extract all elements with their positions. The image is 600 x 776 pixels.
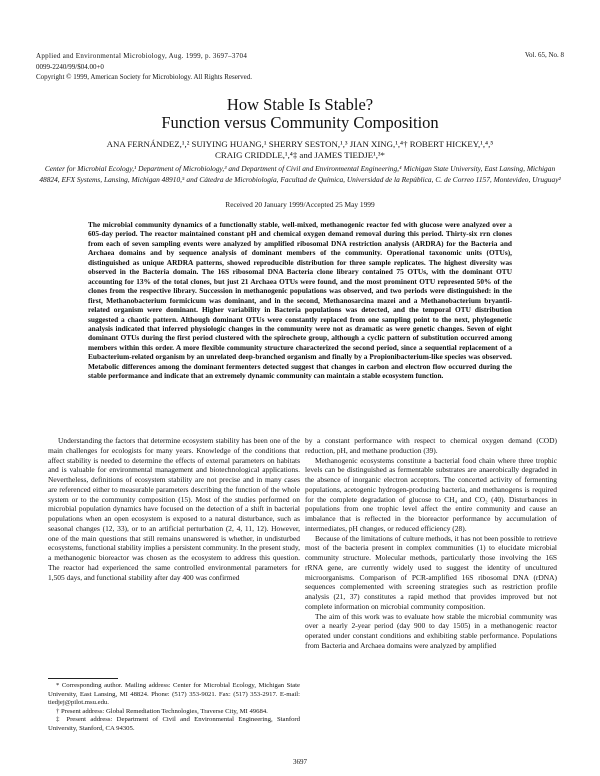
intro-paragraph-3: Because of the limitations of culture methods, it has not been possible to retrieve most of the bacteria present in complex communities (1) to elucidate microbial community structure. Molecular methods, particularly those involving the 16S rRNA gene, are currently widely used to suggest the identity of uncultured microorganisms. Comparison of PCR-amplified 16S ribosomal DNA (rDNA) sequences complemented with screening strategies such as restriction profile analysis (21, 37) constitutes a rapid method that provides improved but not complete information on microbial community composition. — [305, 533, 557, 611]
title-line-1: How Stable Is Stable? — [226, 95, 374, 114]
footnote-present-address-2: ‡ Present address: Department of Civil and Environmental Engineering, Stanford University, Stanford, CA 94305. — [48, 716, 300, 732]
intro-paragraph-continued: by a constant performance with respect to chemical oxygen demand (COD) reduction, pH, and methane production (39). — [305, 436, 557, 455]
article-title — [0, 96, 600, 132]
body-column-right — [305, 436, 557, 651]
intro-paragraph-2: Methanogenic ecosystems constitute a bacterial food chain where three trophic levels can be distinguished as fermentable substrates are anaerobically degraded in the absence of inorganic electron acceptors. The concerted activity of fermenting populations, acetogenic hydrogen-producing bacteria, and methanogens is required for the complete degradation of glucose to CH₄ and CO₂ (40). Disturbances in populations from one trophic level affect the entire community and cause an imbalance that is reflected in the bioreactor performance by accumulation of intermediates, pH changes, or reduced efficiency (28). — [305, 455, 557, 533]
copyright-line: Copyright © 1999, American Society for Microbiology. All Rights Reserved. — [36, 73, 253, 81]
authors-line-1: ANA FERNÁNDEZ,¹,² SUIYING HUANG,¹ SHERRY SESTON,¹,³ JIAN XING,¹,⁴† ROBERT HICKEY,¹,⁴,⁵ — [106, 139, 494, 149]
title-line-2: Function versus Community Composition — [161, 113, 439, 132]
volume-label: Vol. 65, No. 8 — [524, 51, 564, 59]
intro-paragraph-4: The aim of this work was to evaluate how stable the microbial community was over a nearly 2-year period (day 900 to day 1505) in a methanogenic reactor operated under constant conditions and exhibiting stable performance. Populations from Bacteria and Archaea domains were analyzed by amplified — [305, 611, 557, 650]
journal-citation: Applied and Environmental Microbiology, Aug. 1999, p. 3697–3704 — [36, 52, 248, 60]
page-number: 3697 — [293, 758, 307, 766]
footnote-corresponding: * Corresponding author. Mailing address: Center for Microbial Ecology, Michigan State University, East Lansing, MI 48824. Phone: (517) 353-9021. Fax: (517) 353-2917. E-mail: tiedjej@pilot.msu.edu. — [48, 682, 300, 707]
authors-line-2: CRAIG CRIDDLE,¹,⁴‡ and JAMES TIEDJE¹,³* — [215, 150, 385, 160]
abstract: The microbial community dynamics of a functionally stable, well-mixed, methanogenic reactor fed with glucose were analyzed over a 605-day period. The reactor maintained constant pH and chemical oxygen demand removal during this period. Thirty-six rrn clones from each of seven sampling events were analyzed by amplified ribosomal DNA restriction analysis (ARDRA) for the Bacteria and Archaea domains and by sequence analysis of dominant members of the community. Operational taxonomic units (OTUs), distinguished as unique ARDRA patterns, showed reproducible distribution for three sample replicates. The highest diversity was observed in the Bacteria domain. The 16S ribosomal DNA Bacteria clone library contained 75 OTUs, with the dominant OTU accounting for 13% of the total clones, but just 21 Archaea OTUs were found, and the most prominent OTU represented 50% of the clones from the respective library. Succession in methanogenic populations was observed, and two periods were distinguished: in the first, Methanobacterium formicicum was dominant, and in the second, Methanosarcina mazei and a Methanobacterium bryantii-related organism were dominant. Higher variability in Bacteria populations was detected, and the temporal OTU distribution suggested a chaotic pattern. Although dominant OTUs were constantly replaced from one sampling point to the next, phylogenetic analysis indicated that inferred physiologic changes in the community were not as dramatic as were genetic changes. Seven of eight dominant OTUs during the first period clustered with the spirochete group, although a cyclic pattern of substitution occurred among members within this order. A more flexible community structure characterized the second period, since a sequential replacement of a Eubacterium-related organism by an unrelated deep-branched organism and finally by a Propionibacterium-like species was observed. Metabolic differences among the dominant fermenters detected suggest that changes in carbon and electron flow occurred during the stable performance and indicate that an extremely dynamic community can maintain a stable ecosystem function. — [88, 220, 512, 381]
issn-line: 0099-2240/99/$04.00+0 — [36, 62, 104, 71]
received-dates: Received 20 January 1999/Accepted 25 May 1999 — [225, 200, 375, 209]
footnote-present-address-1: † Present address: Global Remediation Technologies, Traverse City, MI 49684. — [56, 707, 268, 715]
affiliations: Center for Microbial Ecology,¹ Department of Microbiology,³ and Department of Civil and Environmental Engineering,⁴ Michigan State University, East Lansing, Michigan 48824, EFX Systems, Lansing, Michigan 48910,⁵ and Cátedra de Microbiología, Facultad de Química, Universidad de la República, C. de Correo 1157, Montevideo, Uruguay² — [39, 164, 561, 184]
footnote-rule — [48, 678, 118, 679]
footnotes — [48, 682, 300, 734]
running-header — [36, 51, 252, 83]
intro-paragraph-1: Understanding the factors that determine ecosystem stability has been one of the main challenges for ecologists for many years. Knowledge of the conditions that affect stability is needed to determine the effects of external parameters on habitats and is valuable for environmental management and biotechnological applications. Nevertheless, definitions of ecosystem stability are not precise and in many cases are referenced either to measurable parameters describing the function of the whole system or to the community composition (15). Most of the studies performed on microbial population dynamics have focused on the detection of a shift in bacterial populations when an open ecosystem is exposed to a natural disturbance, such as seasonal changes (12, 33), or to an artificial perturbation (2, 4, 11, 12). However, one of the main questions that still remains unanswered is whether, in undisturbed ecosystems, functional stability implies a persistent community. In the present study, a methanogenic bioreactor was chosen as the ecosystem to address this question. The reactor had experienced the same controlled environmental parameters for 1,505 days, and functional stability after day 400 was confirmed — [48, 436, 300, 582]
author-list — [40, 139, 560, 161]
body-column-left — [48, 436, 300, 582]
